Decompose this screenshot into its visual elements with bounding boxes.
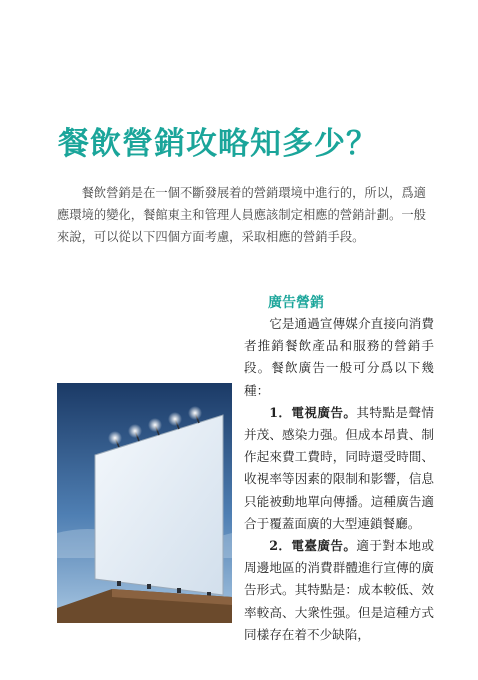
body-paragraph-1: 它是通過宣傳媒介直接向消費者推銷餐飲產品和服務的營銷手段。餐飲廣告一般可分爲以下幾種： xyxy=(244,316,434,398)
item-label-tv: 1．電視廣告。 xyxy=(269,404,357,420)
intro-paragraph: 餐飲營銷是在一個不斷發展着的營銷環境中進行的，所以，爲適應環境的變化，餐館東主和管理人員應該制定相應的營銷計劃。一般來說，可以從以下四個方面考慮，采取相應的營銷手段。 xyxy=(57,186,426,244)
body-paragraph-3 xyxy=(244,535,434,646)
page-title: 餐飲營銷攻略知多少？ xyxy=(58,126,378,162)
item-label-radio: 2．電臺廣告。 xyxy=(269,538,357,554)
body-paragraph-2 xyxy=(244,402,434,535)
billboard-image xyxy=(57,383,232,623)
item-text-tv: 其特點是聲情并茂、感染力强。但成本昂貴、制作起來費工費時，同時還受時間、收視率等因素的限制和影響，信息只能被動地單向傳播。這種廣告適合于覆蓋面廣的大型連鎖餐廳。 xyxy=(244,404,435,531)
article-body xyxy=(244,313,434,646)
section-heading: 廣告營銷 xyxy=(268,295,324,311)
item-text-radio: 適于對本地或周邊地區的消費群體進行宣傳的廣告形式。其特點是：成本較低、效率較高、大衆性强。但是這種方式同樣存在着不少缺陷， xyxy=(244,538,435,642)
